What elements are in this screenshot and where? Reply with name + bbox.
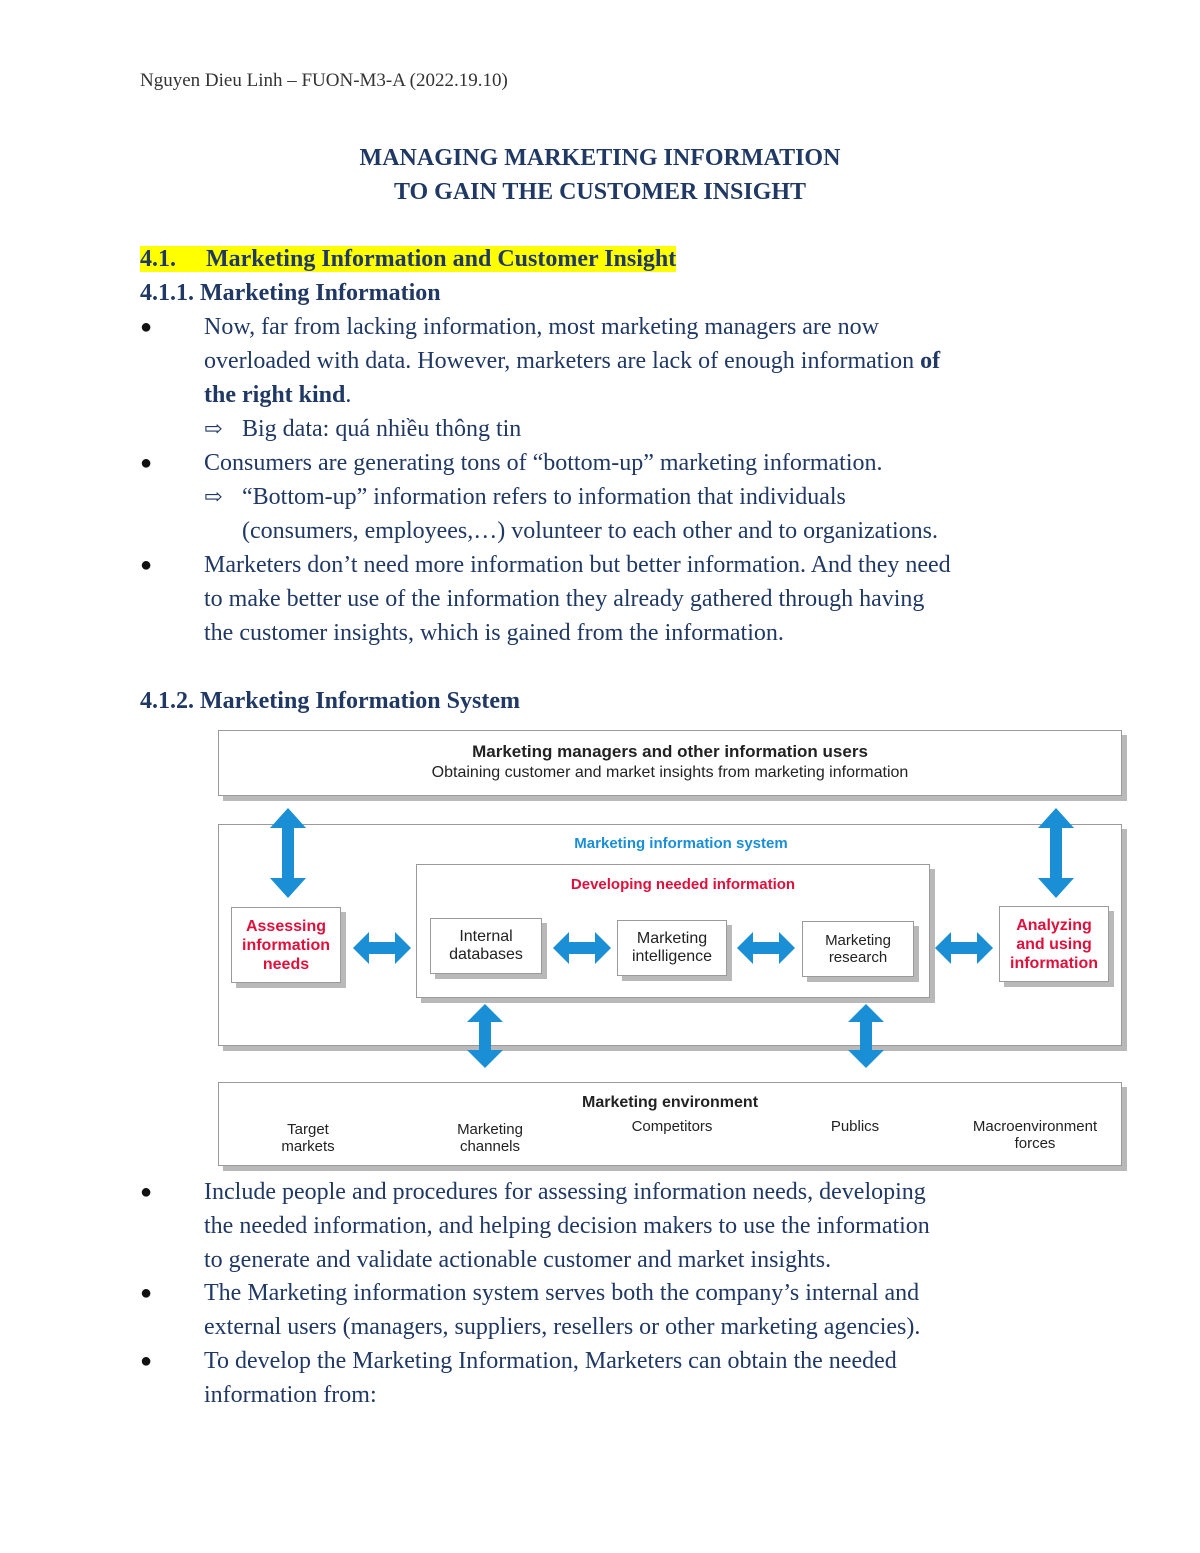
arrow-right-icon: ⇨ bbox=[204, 484, 223, 509]
double-arrow-vertical-icon bbox=[268, 808, 308, 898]
mis-title: Marketing information system bbox=[574, 835, 788, 852]
developing-title: Developing needed information bbox=[570, 876, 796, 893]
bullet-icon: ● bbox=[140, 554, 153, 576]
environment-title: Marketing environment bbox=[581, 1094, 759, 1111]
paragraph-line: Include people and procedures for assessing information needs, developing bbox=[204, 1179, 926, 1205]
doc-title-line2: TO GAIN THE CUSTOMER INSIGHT bbox=[393, 179, 807, 205]
marketing-intelligence-label: Marketing intelligence bbox=[631, 930, 713, 965]
bullet-icon: ● bbox=[140, 1282, 153, 1304]
arrow-right-icon: ⇨ bbox=[204, 416, 223, 441]
section-4-1-2-heading bbox=[140, 688, 520, 715]
section-number: 4.1.2. bbox=[140, 688, 194, 714]
double-arrow-vertical-icon bbox=[465, 1004, 505, 1068]
paragraph-line: the right kind. bbox=[204, 382, 352, 408]
double-arrow-vertical-icon bbox=[846, 1004, 886, 1068]
paragraph-line: Consumers are generating tons of “bottom-up” marketing information. bbox=[204, 450, 883, 476]
analyzing-box bbox=[999, 906, 1109, 982]
double-arrow-horizontal-icon bbox=[935, 930, 993, 966]
paragraph-line: to generate and validate actionable customer and market insights. bbox=[204, 1247, 832, 1273]
marketing-intelligence-box bbox=[617, 920, 727, 976]
marketing-research-label: Marketing research bbox=[825, 932, 891, 966]
marketing-research-box bbox=[802, 921, 914, 977]
paragraph-line: Marketers don’t need more information but better information. And they need bbox=[204, 552, 951, 578]
bullet-icon: ● bbox=[140, 1350, 153, 1372]
section-4-1-heading bbox=[140, 246, 676, 273]
double-arrow-vertical-icon bbox=[1036, 808, 1076, 898]
env-item-publics: Publics bbox=[830, 1118, 880, 1135]
info-users-box bbox=[218, 730, 1122, 796]
section-title: Marketing Information System bbox=[200, 688, 520, 714]
paragraph-line: overloaded with data. However, marketers are lack of enough information of bbox=[204, 348, 941, 374]
paragraph-line: the customer insights, which is gained from the information. bbox=[204, 620, 784, 646]
bullet-icon: ● bbox=[140, 316, 153, 338]
assessing-box bbox=[231, 907, 341, 983]
section-title: Marketing Information bbox=[200, 280, 441, 306]
paragraph-line: (consumers, employees,…) volunteer to each other and to organizations. bbox=[242, 518, 939, 544]
doc-title-line1: MANAGING MARKETING INFORMATION bbox=[359, 145, 841, 171]
section-4-1-1-heading bbox=[140, 280, 441, 307]
paragraph-line: the needed information, and helping decision makers to use the information bbox=[204, 1213, 930, 1239]
env-item-marketing-channels: Marketing channels bbox=[457, 1121, 523, 1155]
info-users-subtitle: Obtaining customer and market insights from marketing information bbox=[431, 764, 909, 781]
page-header: Nguyen Dieu Linh – FUON-M3-A (2022.19.10) bbox=[140, 70, 508, 91]
paragraph-line: “Bottom-up” information refers to information that individuals bbox=[242, 484, 846, 510]
double-arrow-horizontal-icon bbox=[353, 930, 411, 966]
section-title: Marketing Information and Customer Insight bbox=[206, 246, 677, 272]
bullet-icon: ● bbox=[140, 1181, 153, 1203]
paragraph-line: Now, far from lacking information, most marketing managers are now bbox=[204, 314, 879, 340]
section-number: 4.1. bbox=[140, 246, 176, 272]
double-arrow-horizontal-icon bbox=[553, 930, 611, 966]
env-item-target-markets: Target markets bbox=[281, 1121, 335, 1155]
internal-databases-label: Internal databases bbox=[449, 928, 523, 963]
bullet-icon: ● bbox=[140, 452, 153, 474]
env-item-macroenvironment: Macroenvironment forces bbox=[972, 1118, 1098, 1152]
internal-databases-box bbox=[430, 918, 542, 974]
assessing-label: Assessing information needs bbox=[242, 917, 330, 973]
info-users-title: Marketing managers and other information users bbox=[472, 742, 868, 761]
env-item-competitors: Competitors bbox=[631, 1118, 713, 1135]
paragraph-line: Big data: quá nhiều thông tin bbox=[242, 416, 522, 442]
paragraph-line: to make better use of the information they already gathered through having bbox=[204, 586, 925, 612]
paragraph-line: The Marketing information system serves both the company’s internal and bbox=[204, 1280, 920, 1306]
paragraph-line: information from: bbox=[204, 1382, 377, 1408]
analyzing-label: Analyzing and using information bbox=[1010, 916, 1098, 972]
section-number: 4.1.1. bbox=[140, 280, 194, 306]
paragraph-line: external users (managers, suppliers, resellers or other marketing agencies). bbox=[204, 1314, 921, 1340]
paragraph-line: To develop the Marketing Information, Marketers can obtain the needed bbox=[204, 1348, 897, 1374]
double-arrow-horizontal-icon bbox=[737, 930, 795, 966]
